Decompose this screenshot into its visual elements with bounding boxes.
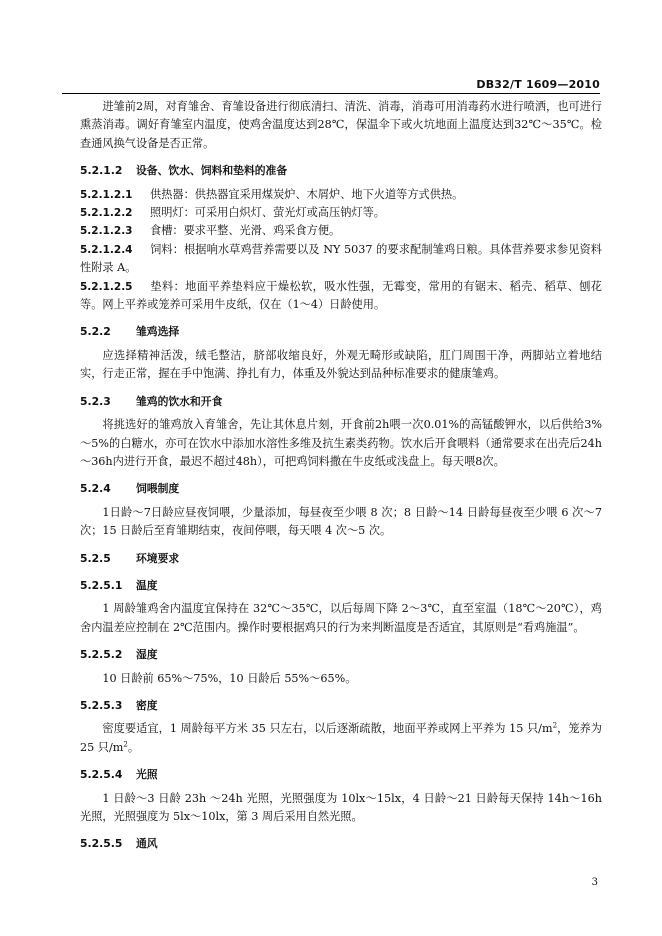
section-heading-5-2-5-4 [80, 766, 602, 784]
section-heading-5-2-3 [80, 393, 602, 411]
density-text-b: ，笼养为 25 只/m [80, 722, 602, 754]
list-item [80, 278, 602, 315]
section-number: 5.2.5.4 [80, 768, 123, 782]
superscript-2: 2 [123, 740, 128, 749]
section-number: 5.2.2 [80, 325, 111, 339]
intro-paragraph: 进雏前2周，对育雏舍、育雏设备进行彻底清扫、清洗、消毒，消毒可用消毒药水进行喷洒，也可进行熏蒸消毒。调好育雏室内温度，使鸡舍温度达到28℃，保温伞下或火坑地面上温度达到32℃～35℃。检查通风换气设备是否正常。 [80, 100, 602, 150]
section-number: 5.2.3 [80, 394, 111, 408]
section-number: 5.2.5.3 [80, 698, 123, 712]
section-title: 通风 [136, 837, 158, 851]
section-title: 设备、饮水、饲料和垫料的准备 [136, 164, 288, 178]
section-paragraph: 将挑选好的雏鸡放入育雏舍，先让其休息片刻，开食前2h喂一次0.01%的高锰酸钾水，以后供给3%～5%的白糖水，亦可在饮水中添加水溶性多维及抗生素类药物。饮水后开食喂料（通常要求在出壳后24h～36h内进行开食，最迟不超过48h），可把鸡饲料撒在牛皮纸或浅盘上。每天喂8次。 [80, 418, 602, 468]
section-title: 密度 [136, 698, 158, 712]
document-body [80, 98, 602, 859]
section-title: 温度 [136, 578, 158, 592]
list-item [80, 204, 602, 222]
section-title: 湿度 [136, 648, 158, 662]
section-heading-5-2-5-5 [80, 835, 602, 853]
item-text: 垫料：地面平养垫料应干燥松软，吸水性强，无霉变，常用的有锯末、稻壳、稻草、刨花等。网上平养或笼养可采用牛皮纸，仅在（1～4）日龄使用。 [80, 279, 602, 312]
section-title: 雏鸡选择 [136, 325, 180, 339]
list-item [80, 241, 602, 278]
item-text: 食槽：要求平整、光滑、鸡采食方便。 [150, 224, 341, 238]
section-number: 5.2.1.2 [80, 164, 123, 178]
section-title: 雏鸡的饮水和开食 [136, 394, 223, 408]
header-rule [62, 93, 600, 94]
section-paragraph: 应选择精神活泼，绒毛整洁，脐部收缩良好，外观无畸形或缺陷，肛门周围干净，两脚站立着地结实，行走正常，握在手中饱满、挣扎有力，体重及外貌达到品种标准要求的健康雏鸡。 [80, 348, 602, 381]
section-heading-5-2-5-2 [80, 646, 602, 664]
section-title: 环境要求 [136, 551, 180, 565]
page-number: 3 [591, 877, 598, 888]
density-text-a: 密度要适宜，1 周龄每平方米 35 只左右，以后逐渐疏散，地面平养或网上平养为 15 只/m [102, 722, 553, 736]
item-number: 5.2.1.2.1 [80, 188, 133, 201]
section-heading-5-2-1-2 [80, 162, 602, 180]
item-number: 5.2.1.2.4 [80, 243, 133, 256]
section-number: 5.2.5.2 [80, 648, 123, 662]
section-paragraph: 1日龄～7日龄应昼夜饲喂，少量添加，每昼夜至少喂 8 次；8 日龄～14 日龄每昼夜至少喂 6 次～7 次；15 日龄后至育雏期结束，夜间停喂，每天喂 4 次～5 次。 [80, 505, 602, 538]
section-paragraph [80, 720, 602, 757]
section-heading-5-2-5-1 [80, 577, 602, 595]
section-heading-5-2-2 [80, 323, 602, 341]
section-title: 饲喂制度 [136, 482, 180, 496]
density-text-c: 。 [127, 740, 140, 754]
standard-number: DB32/T 1609—2010 [476, 78, 600, 91]
item-text: 照明灯：可采用白炽灯、萤光灯或高压钠灯等。 [150, 206, 385, 220]
item-number: 5.2.1.2.5 [80, 280, 133, 293]
section-number: 5.2.5.5 [80, 837, 123, 851]
section-paragraph: 10 日龄前 65%～75%，10 日龄后 55%～65%。 [102, 671, 357, 685]
section-number: 5.2.4 [80, 482, 111, 496]
superscript-2: 2 [552, 721, 558, 730]
section-title: 光照 [136, 768, 158, 782]
section-heading-5-2-4 [80, 480, 602, 498]
list-item [80, 222, 602, 240]
section-paragraph: 1 周龄雏鸡舍内温度宜保持在 32℃～35℃，以后每周下降 2～3℃，直至室温（18℃～20℃），鸡舍内温差应控制在 2℃范围内。操作时要根据鸡只的行为来判断温度是否适宜，其原则是“看鸡施温”。 [80, 602, 602, 634]
item-text: 供热器：供热器宜采用煤炭炉、木屑炉、地下火道等方式供热。 [150, 187, 464, 201]
item-text: 饲料：根据响水草鸡营养需要以及 NY 5037 的要求配制雏鸡日粮。具体营养要求参见资料性附录 A。 [80, 242, 602, 275]
section-heading-5-2-5 [80, 550, 602, 568]
section-number: 5.2.5.1 [80, 578, 123, 592]
section-number: 5.2.5 [80, 551, 111, 565]
item-number: 5.2.1.2.3 [80, 225, 133, 238]
item-number: 5.2.1.2.2 [80, 207, 133, 220]
list-item [80, 186, 602, 204]
section-paragraph: 1 日龄～3 日龄 23h ～24h 光照，光照强度为 10lx～15lx，4 日龄～21 日龄每天保持 14h～16h 光照，光照强度为 5lx～10lx，第 3 周后采用自然光照。 [80, 791, 602, 823]
section-heading-5-2-5-3 [80, 697, 602, 715]
